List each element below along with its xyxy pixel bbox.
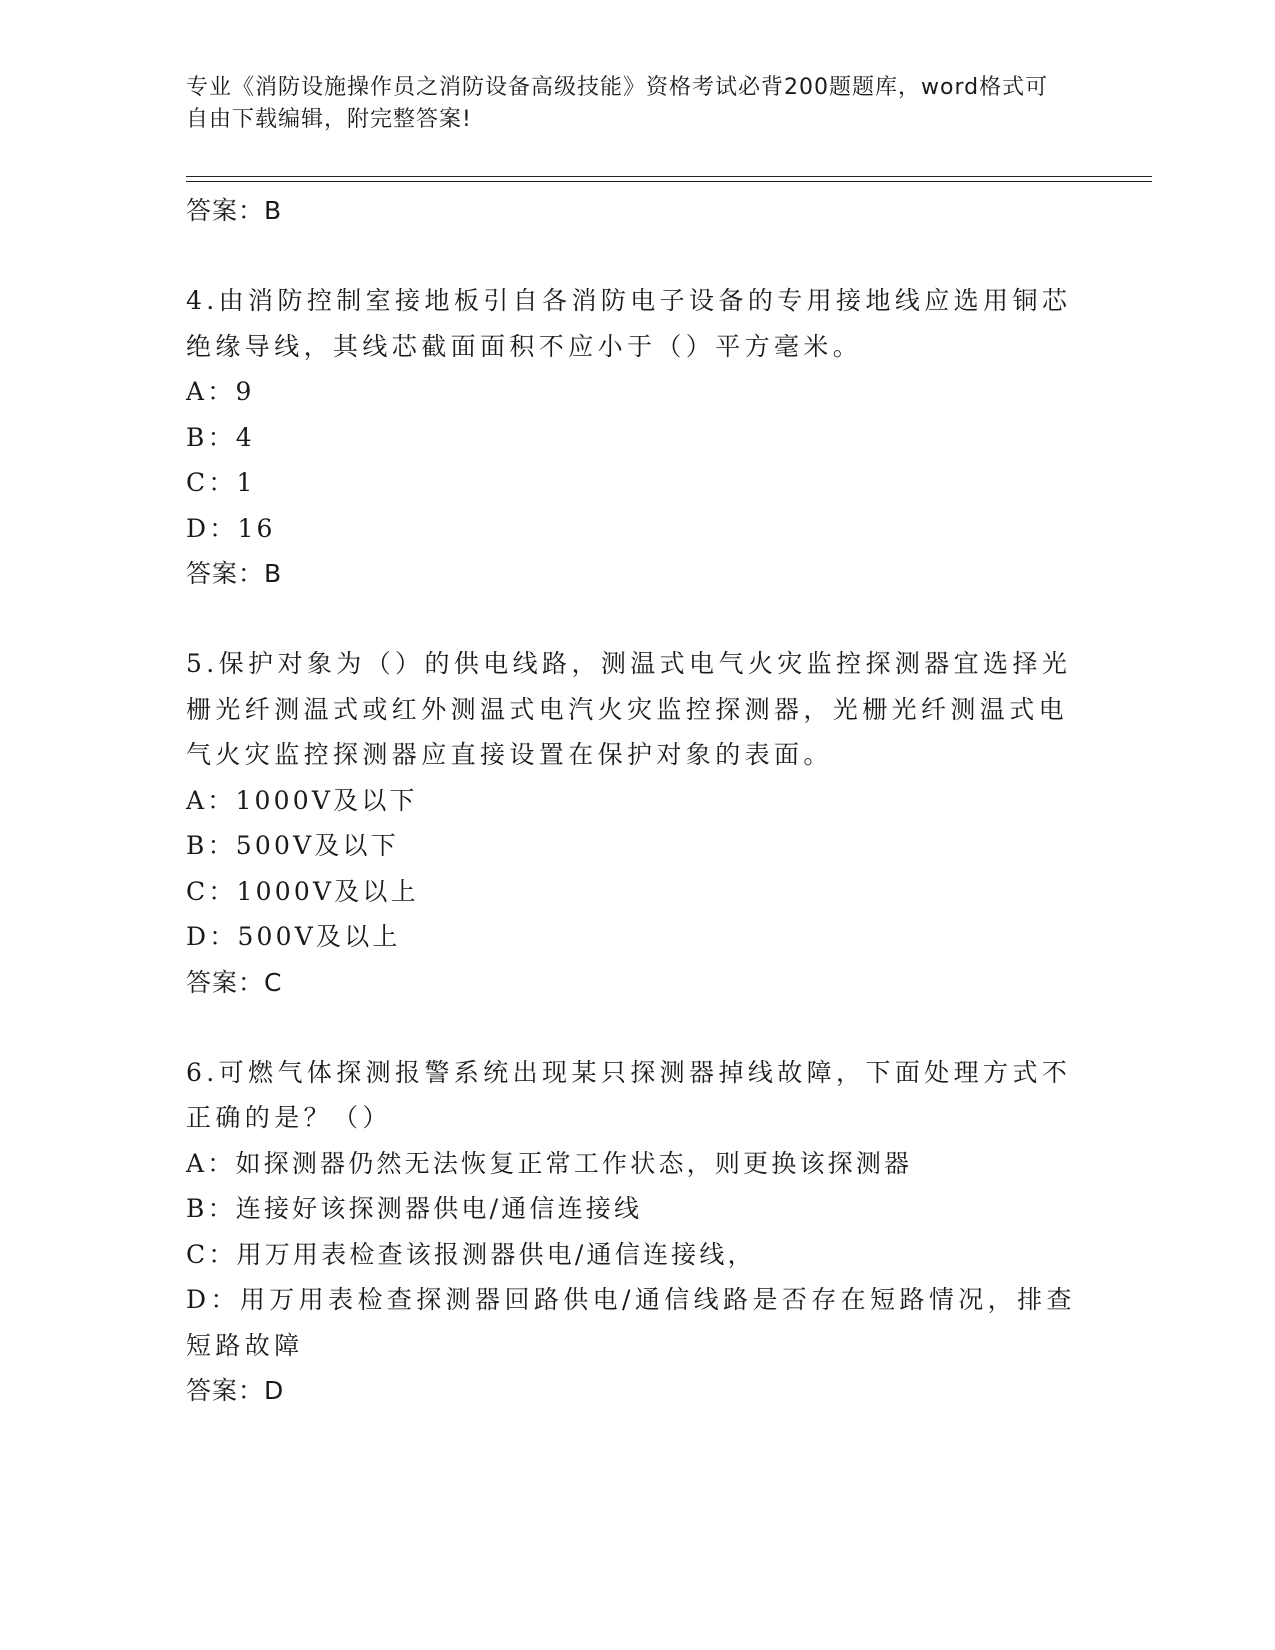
page-header: 专业《消防设施操作员之消防设备高级技能》资格考试必背200题题库，word格式可自由下载编辑，附完整答案! bbox=[186, 75, 1049, 132]
option-d: D：16 bbox=[186, 513, 276, 543]
option-d: D：用万用表检查探测器回路供电/通信线路是否存在短路情况，排查短路故障 bbox=[186, 1285, 1076, 1360]
option-b: B：连接好该探测器供电/通信连接线 bbox=[186, 1194, 643, 1223]
answer-line: 答案：B bbox=[186, 196, 283, 225]
question-item bbox=[186, 641, 1086, 1005]
question-stem: 4.由消防控制室接地板引自各消防电子设备的专用接地线应选用铜芯绝缘导线，其线芯截面面积不应小于（）平方毫米。 bbox=[186, 286, 1072, 361]
option-b: B：4 bbox=[186, 422, 255, 452]
question-stem: 6.可燃气体探测报警系统出现某只探测器掉线故障，下面处理方式不正确的是？（） bbox=[186, 1057, 1072, 1132]
option-c: C：1000V及以上 bbox=[186, 876, 419, 906]
question-item bbox=[186, 1050, 1086, 1414]
option-c: C：1 bbox=[186, 468, 256, 497]
option-a: A：9 bbox=[186, 377, 255, 406]
question-item bbox=[186, 278, 1086, 596]
answer-line: 答案：C bbox=[186, 967, 283, 997]
header-divider-bottom bbox=[186, 181, 1152, 182]
question-list bbox=[186, 188, 1086, 1413]
answer-line: 答案：D bbox=[186, 1376, 285, 1405]
option-a: A：如探测器仍然无法恢复正常工作状态，则更换该探测器 bbox=[186, 1148, 913, 1178]
option-a: A：1000V及以下 bbox=[186, 785, 418, 815]
option-c: C：用万用表检查该报测器供电/通信连接线， bbox=[186, 1239, 756, 1269]
answer-line: 答案：B bbox=[186, 559, 283, 588]
option-d: D：500V及以上 bbox=[186, 922, 401, 951]
header-divider-top bbox=[186, 176, 1152, 177]
question-stem: 5.保护对象为（）的供电线路，测温式电气火灾监控探测器宜选择光栅光纤测温式或红外测温式电汽火灾监控探测器，光栅光纤测温式电气火灾监控探测器应直接设置在保护对象的表面。 bbox=[186, 649, 1072, 769]
option-b: B：500V及以下 bbox=[186, 831, 399, 860]
